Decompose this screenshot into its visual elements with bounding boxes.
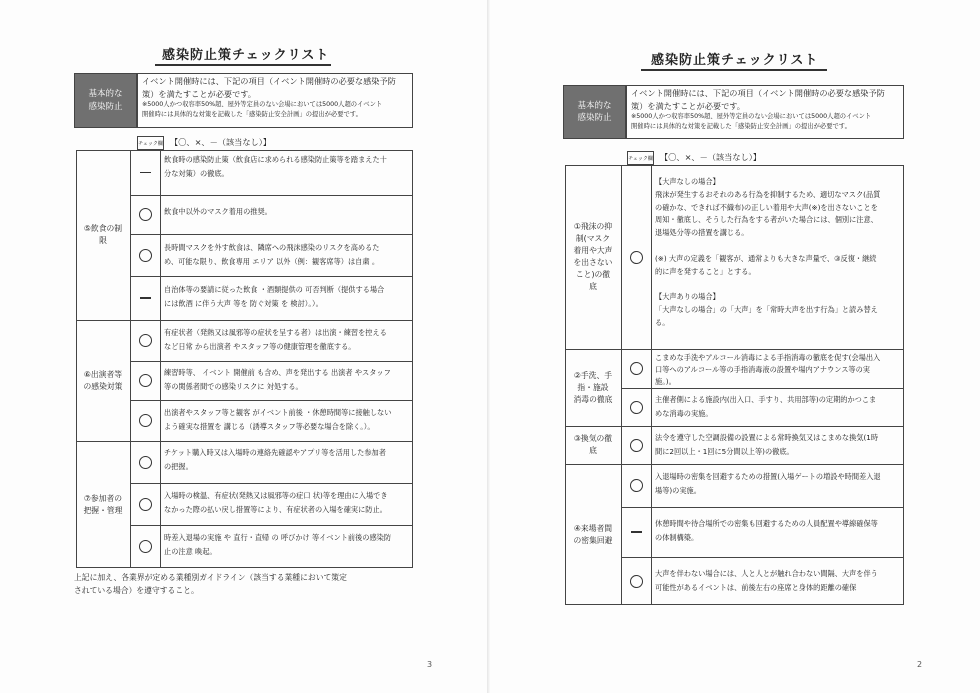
right-req-line1: イベント開催時には、下記の項目（イベント開催時の必要な感染予防: [631, 88, 885, 98]
right-s4-r1-text: 入退場時の密集を回避するための措置(入場ゲートの増設や時間差入退 場等)の実施。: [655, 472, 881, 495]
right-basic-category-label: 基本的な 感染防止: [563, 85, 626, 139]
right-s2-r2-text: 主催者側による施設内(出入口、手すり、共用部等)の定期的かつこま めな消毒の実施。: [655, 395, 877, 418]
right-s2-r1-mark[interactable]: [621, 349, 651, 388]
left-legend: 【〇、×、－（該当なし）】: [170, 137, 272, 147]
left-s6-r2-text: 練習時等、 イベント 開催前 も含め、声を発出する 出演者 やスタッフ 等の関係者間での感染リスクに 対処する。: [164, 368, 391, 391]
left-s6-r1-mark[interactable]: [130, 320, 160, 361]
circle-mark-icon: [139, 498, 152, 511]
right-s1-r1-text: 【大声なしの場合】 飛沫が発生するおそれのある行為を抑制するため、適切なマスク(品質 の確かな、できれば不織布)の正しい着用や大声(※)を出さないことを 周知・徹底し、そうした行為をする者がいた場合には、個別に注意、 退場処分等の措置を講じる。 (※) 大声の定義を「観客が、通常よりも大きな声量で、③反復・継続 的に声を発すること」とする。 【大声ありの場合】 「大声なしの場合」の「大声」を「常時大声を出す行為」と読み替え る。: [655, 177, 881, 327]
left-s7-r2-mark[interactable]: [130, 483, 160, 525]
left-s5-r1-mark[interactable]: [130, 150, 160, 195]
right-check-header: チェック欄: [627, 151, 654, 165]
right-s4-r3-mark[interactable]: [621, 557, 651, 605]
right-req-line2: 策）を満たすことが必要です。: [631, 100, 745, 111]
right-section-2-category: ②手洗、手 指・施設 消毒の徹底: [573, 370, 613, 404]
left-basic-category-label: 基本的な 感染防止: [74, 73, 137, 128]
left-s6-r2-mark[interactable]: [130, 361, 160, 400]
left-s7-r2-text: 入場時の検温、有症状(発熱又は風邪等の症口 状)等を理由に入場でき なかった際の払い戻し措置等により、有症状者の入場を確実に防止。: [164, 491, 388, 514]
right-requirement-text: [626, 85, 904, 139]
left-s5-r3-mark[interactable]: [130, 234, 160, 276]
left-requirement-text: [137, 73, 413, 128]
left-s5-r2-mark[interactable]: [130, 195, 160, 234]
left-s5-r2-text: 飲食中以外のマスク着用の推奨。: [164, 207, 272, 216]
circle-mark-icon: [139, 334, 152, 347]
left-s7-r1-mark[interactable]: [130, 441, 160, 483]
left-s7-r3-mark[interactable]: [130, 525, 160, 568]
right-s4-r3-text: 大声を伴わない場合には、人と人とが触れ合わない間隔、大声を伴う 可能性があるイベントは、前後左右の座席と身体的距離の確保: [655, 569, 878, 592]
left-s5-r3-text: 長時間マスクを外す飲食は、隣席への飛沫感染のリスクを高めるた め、可能な限り、飲食専用 エリア 以外（例：観客席等）は自粛 。: [164, 243, 380, 266]
dash-mark-icon: [631, 531, 642, 532]
circle-mark-icon: [139, 208, 152, 221]
circle-mark-icon: [139, 456, 152, 469]
left-s5-r4-mark[interactable]: [130, 276, 160, 320]
right-s4-r1-mark[interactable]: [621, 464, 651, 507]
circle-mark-icon: [630, 362, 643, 375]
left-s5-r1-text: 飲食時の感染防止策（飲食店に求められる感染防止策等を踏まえた十 分な対策）の徹底。: [164, 155, 387, 178]
right-s4-r2-text: 休憩時間や待合場所での密集も回避するための人員配置や導線確保等 の体制構築。: [655, 519, 878, 542]
right-section-4-category: ④来場者間 の密集回避: [573, 523, 613, 545]
left-req-line1: イベント開催時には、下記の項目（イベント開催時の必要な感染予防: [142, 76, 396, 86]
right-page: [490, 0, 980, 693]
left-s5-r4-text: 自治体等の要請に従った飲食 ・酒類提供の 可否判断（提供する場合 には飲酒 に伴う大声 等を 防ぐ対策 を 検討）。）。: [164, 285, 385, 308]
circle-mark-icon: [139, 374, 152, 387]
right-section-1-category: ①飛沫の抑 制(マスク 着用や大声 を出さない こと)の徹 底: [573, 222, 613, 291]
right-title-underline: [641, 69, 827, 71]
left-title-underline: [155, 64, 331, 66]
circle-mark-icon: [630, 439, 643, 452]
right-req-note: ※5000人かつ収容率50%超、屋外等定員のない会場においては5000人超のイベント 開催時には具体的な対策を記載した「感染防止安全計画」の提出が必要です。: [631, 113, 872, 130]
left-req-line2: 策）を満たすことが必要です。: [142, 88, 256, 99]
circle-mark-icon: [630, 479, 643, 492]
left-section-6-category: ⑥出演者等 の感染対策: [83, 369, 123, 391]
dash-mark-icon: [140, 297, 151, 298]
left-req-note: ※5000人かつ収容率50%超、屋外等定員のない会場においては5000人超のイベント 開催時には具体的な対策を記載した「感染防止安全計画」の提出が必要です。: [142, 101, 383, 118]
left-page-number: 3: [427, 660, 433, 669]
right-s2-r1-text: こまめな手洗やアルコール消毒による手指消毒の徹底を促す(会場出入 口等へのアルコール等の手指消毒液の設置や場内アナウンス等の実 施。)。: [655, 353, 881, 386]
circle-mark-icon: [139, 540, 152, 553]
right-s1-r1-mark[interactable]: [621, 165, 651, 349]
right-page-title: 感染防止策チェックリスト: [651, 53, 819, 68]
circle-mark-icon: [630, 251, 643, 264]
left-s6-r3-mark[interactable]: [130, 400, 160, 441]
circle-mark-icon: [630, 575, 643, 588]
right-page-number: 2: [917, 660, 923, 669]
left-check-header: チェック欄: [137, 136, 164, 150]
left-s6-r1-text: 有症状者（発熱又は風邪等の症状を呈する者）は出演・練習を控える など日常 から出演者 やスタッフ等の健康管理を徹底する。: [164, 328, 387, 351]
circle-mark-icon: [139, 414, 152, 427]
dash-mark-icon: [140, 172, 151, 173]
right-legend: 【〇、×、－（該当なし）】: [660, 152, 762, 162]
right-s3-r1-text: 法令を遵守した空調設備の設置による常時換気又はこまめな換気(1時 間に2回以上・1回に5分間以上等)の徹底。: [655, 433, 879, 456]
right-s2-r2-mark[interactable]: [621, 388, 651, 426]
right-s3-r1-mark[interactable]: [621, 426, 651, 464]
right-s4-r2-mark[interactable]: [621, 507, 651, 557]
left-section-7-category: ⑦参加者の 把握・管理: [83, 493, 123, 515]
left-s7-r3-text: 時差入退場の実施 や 直行・直帰 の 呼びかけ 等イベント前後の感染防 止の注意 喚起。: [164, 533, 392, 556]
left-s6-r3-text: 出演者やスタッフ等と観客 がイベント前後 ・休憩時間等に接触しない よう確実な措置を 講じる（誘導スタッフ等必要な場合を除く。）。: [164, 408, 392, 431]
circle-mark-icon: [139, 249, 152, 262]
left-section-5-category: ⑤飲食の制 限: [83, 224, 123, 245]
left-s7-r1-text: チケット購入時又は入場時の連絡先確認やアプリ等を活用した参加者 の把握。: [164, 448, 386, 471]
right-section-3-category: ③換気の徹 底: [573, 434, 613, 455]
left-page-title: 感染防止策チェックリスト: [162, 48, 330, 63]
circle-mark-icon: [630, 401, 643, 414]
left-footer-note: 上記に加え、各業界が定める業種別ガイドライン（該当する業種において策定 されている場合）を遵守すること。: [74, 573, 347, 595]
